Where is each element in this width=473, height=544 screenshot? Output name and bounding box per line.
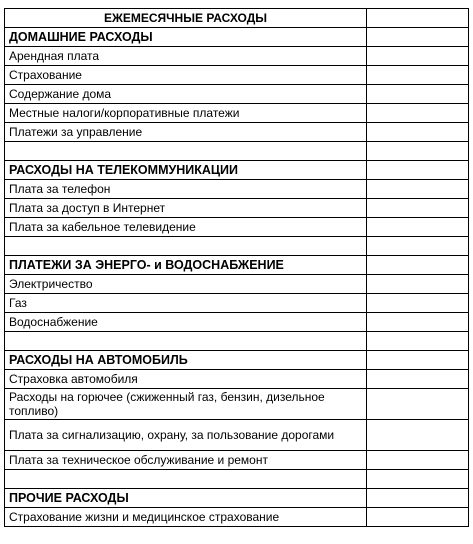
row-label: Газ: [5, 294, 367, 313]
table-row: [5, 85, 469, 104]
table-value-cell[interactable]: [367, 351, 469, 370]
table-value-cell[interactable]: [367, 199, 469, 218]
blank-cell: [5, 332, 367, 351]
row-label: Плата за кабельное телевидение: [5, 218, 367, 237]
table-row: [5, 313, 469, 332]
row-label: Плата за сигнализацию, охрану, за пользование дорогами: [5, 420, 367, 451]
table-row: [5, 66, 469, 85]
section-header-row: [5, 161, 469, 180]
table-row: [5, 47, 469, 66]
table-value-cell[interactable]: [367, 470, 469, 489]
row-label: Содержание дома: [5, 85, 367, 104]
row-label: Водоснабжение: [5, 313, 367, 332]
table-row: [5, 370, 469, 389]
table-row: [5, 218, 469, 237]
table-row: [5, 508, 469, 527]
table-row: [5, 275, 469, 294]
row-label: Местные налоги/корпоративные платежи: [5, 104, 367, 123]
section-title: РАСХОДЫ НА ТЕЛЕКОММУНИКАЦИИ: [5, 161, 367, 180]
section-title: РАСХОДЫ НА АВТОМОБИЛЬ: [5, 351, 367, 370]
table-value-cell[interactable]: [367, 180, 469, 199]
section-title: ПРОЧИЕ РАСХОДЫ: [5, 489, 367, 508]
table-value-cell[interactable]: [367, 420, 469, 451]
table-value-cell[interactable]: [367, 66, 469, 85]
row-label: Электричество: [5, 275, 367, 294]
table-row: [5, 451, 469, 470]
table-value-cell[interactable]: [367, 237, 469, 256]
table-row: [5, 294, 469, 313]
blank-row: [5, 142, 469, 161]
row-label: Плата за доступ в Интернет: [5, 199, 367, 218]
table-value-cell[interactable]: [367, 142, 469, 161]
table-value-cell[interactable]: [367, 256, 469, 275]
section-title: ПЛАТЕЖИ ЗА ЭНЕРГО- и ВОДОСНАБЖЕНИЕ: [5, 256, 367, 275]
monthly-expenses-sheet: [4, 8, 468, 527]
table-row: [5, 180, 469, 199]
expenses-table: [4, 8, 469, 527]
section-header-row: [5, 256, 469, 275]
table-value-cell[interactable]: [367, 275, 469, 294]
table-value-cell[interactable]: [367, 489, 469, 508]
row-label: Платежи за управление: [5, 123, 367, 142]
table-value-cell[interactable]: [367, 104, 469, 123]
table-row: [5, 199, 469, 218]
table-value-cell[interactable]: [367, 9, 469, 28]
table-value-cell[interactable]: [367, 218, 469, 237]
section-header-row: [5, 489, 469, 508]
table-header-row: [5, 9, 469, 28]
section-title: ДОМАШНИЕ РАСХОДЫ: [5, 28, 367, 47]
table-value-cell[interactable]: [367, 332, 469, 351]
blank-cell: [5, 470, 367, 489]
section-header-row: [5, 351, 469, 370]
blank-cell: [5, 237, 367, 256]
blank-row: [5, 470, 469, 489]
table-row: [5, 389, 469, 420]
table-value-cell[interactable]: [367, 161, 469, 180]
row-label: Плата за техническое обслуживание и ремонт: [5, 451, 367, 470]
blank-cell: [5, 142, 367, 161]
table-title: ЕЖЕМЕСЯЧНЫЕ РАСХОДЫ: [5, 9, 367, 28]
table-row: [5, 420, 469, 451]
table-value-cell[interactable]: [367, 47, 469, 66]
row-label: Страховка автомобиля: [5, 370, 367, 389]
table-value-cell[interactable]: [367, 370, 469, 389]
table-value-cell[interactable]: [367, 294, 469, 313]
row-label: Арендная плата: [5, 47, 367, 66]
table-value-cell[interactable]: [367, 85, 469, 104]
blank-row: [5, 332, 469, 351]
table-value-cell[interactable]: [367, 508, 469, 527]
table-value-cell[interactable]: [367, 123, 469, 142]
table-value-cell[interactable]: [367, 28, 469, 47]
row-label: Страхование: [5, 66, 367, 85]
table-row: [5, 104, 469, 123]
row-label: Плата за телефон: [5, 180, 367, 199]
section-header-row: [5, 28, 469, 47]
table-row: [5, 123, 469, 142]
row-label: Расходы на горючее (сжиженный газ, бензин, дизельное топливо): [5, 389, 367, 420]
table-value-cell[interactable]: [367, 451, 469, 470]
table-value-cell[interactable]: [367, 389, 469, 420]
blank-row: [5, 237, 469, 256]
table-value-cell[interactable]: [367, 313, 469, 332]
row-label: Страхование жизни и медицинское страхование: [5, 508, 367, 527]
